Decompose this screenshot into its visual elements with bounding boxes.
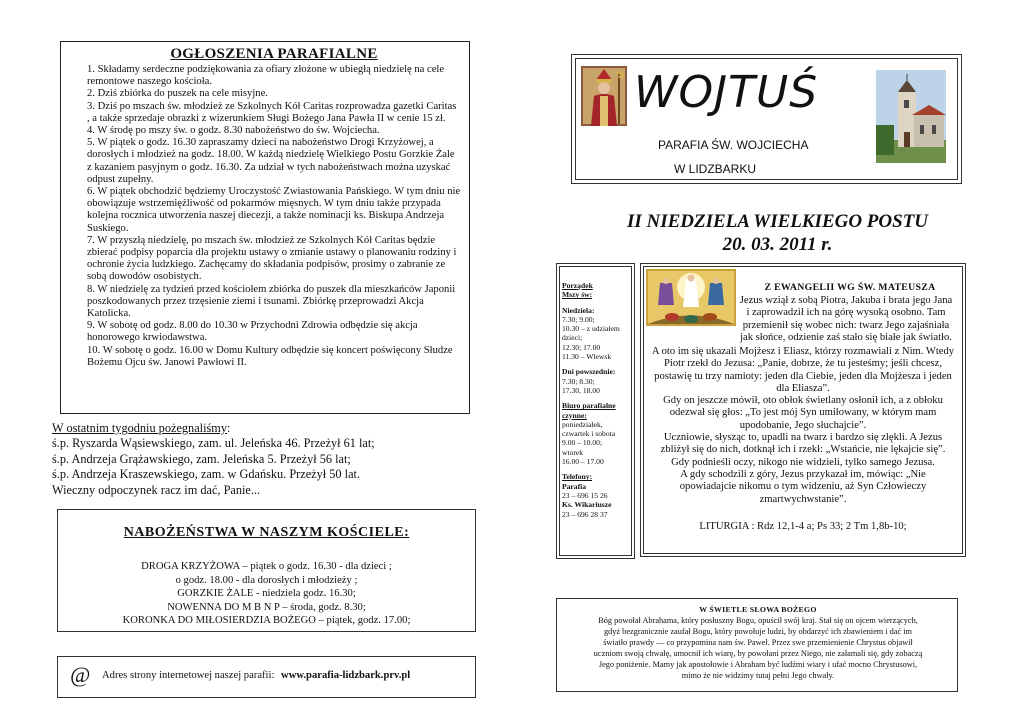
- sunday-name: II NIEDZIELA WIELKIEGO POSTU: [626, 211, 929, 232]
- obituary-line: ś.p. Andrzeja Grążawskiego, zam. Jeleńska 5. Przeżył 56 lat;: [52, 451, 351, 466]
- sunday-heading: [575, 210, 980, 256]
- service-line: GORZKIE ŻALE - niedziela godz. 16.30;: [177, 588, 356, 600]
- gospel-line: odezwał się głos: „To jest mój Syn umiłowany, w którym mam: [669, 407, 937, 419]
- website-box: [57, 656, 476, 698]
- schedule-line: 7.30; 8.30;: [562, 376, 595, 386]
- services-box: [57, 509, 476, 632]
- office-line: czwartek i sobota: [562, 429, 616, 439]
- office-line: 9.00 – 10.00;: [562, 438, 603, 448]
- schedule-line: 17.30, 18.00: [562, 385, 600, 395]
- parish-name: PARAFIA ŚW. WOJCIECHA: [658, 138, 809, 152]
- announcement-item: 10. W sobotę o godz. 16.00 w Domu Kultury odbędzie się koncert poświęcony Słudze Bożemu Ojcu św. Janowi Pawłowi II.: [87, 344, 453, 368]
- gospel-line: jak słońce, odzienie zaś stało się białe jak światło.: [740, 331, 952, 343]
- gospel-line: postawię tu trzy namioty: jeden dla Ciebie, jeden dla Mojżesza i jeden: [654, 370, 952, 382]
- church-photo: [876, 70, 946, 163]
- sunday-label: Niedziela:: [562, 305, 595, 315]
- parish-phone: 23 – 696 15 26: [562, 490, 608, 500]
- website-link[interactable]: www.parafia-lidzbark.prv.pl: [281, 670, 411, 681]
- obituary-heading-colon: :: [226, 421, 231, 435]
- gospel-line: dla Eliasza”.: [776, 382, 830, 394]
- announcements-list: [87, 64, 461, 369]
- vicar-phone: 23 – 696 28 37: [562, 509, 608, 519]
- gospel-text-top: [730, 295, 962, 344]
- obituary-line: Wieczny odpoczynek racz im dać, Panie...: [52, 482, 261, 497]
- obituary-heading: W ostatnim tygodniu pożegnaliśmy: [52, 421, 227, 435]
- gospel-title: Z EWANGELII WG ŚW. MATEUSZA: [764, 282, 936, 293]
- reflection-line: Jego poniżenie. Mamy jak apostołowie i Abraham być ludźmi wiary i ufać mocno Chrystusowi,: [598, 659, 918, 669]
- announcement-item: 3. Dziś po mszach św. młodzież ze Szkolnych Kół Caritas rozprowadza gazetki Caritas , a także sprzedaje obrazki z wizerunkiem Sługi Bożego Jana Pawła II w cenie 15 zł.: [87, 100, 457, 124]
- newsletter-title: WOJTUŚ: [634, 67, 819, 118]
- announcement-item: 1. Składamy serdeczne podziękowania za ofiary złożone w ubiegłą niedzielę na cele remontowe naszego kościoła.: [87, 64, 445, 88]
- services-title: NABOŻEŃSTWA W NASZYM KOŚCIELE:: [123, 525, 410, 540]
- gospel-line: upodobanie, Jego słuchajcie”.: [739, 419, 867, 431]
- announcements-title: OGŁOSZENIA PARAFIALNE: [170, 46, 378, 62]
- announcement-item: 6. W piątek obchodzić będziemy Uroczystość Zwiastowania Pańskiego. W tym dniu nie obowiązuje wstrzemięźliwość od pokarmów mięsnych. W tym dniu także przypada kolejna rocznica utworzenia naszej diecezji, a także nominacji ks. Biskupa Andrzeja Suskiego.: [87, 186, 461, 234]
- reflection-box: [556, 598, 958, 692]
- schedule-box: [556, 263, 635, 559]
- reflection-line: uczniom swoją chwałę, umocnił ich wiarę, by powołani przez Niego, nie załamali się, gdy zobaczą: [593, 648, 923, 658]
- office-heading-2: czynne:: [562, 410, 587, 420]
- mass-schedule-heading: Porządek: [562, 281, 593, 290]
- gospel-line: A gdy schodzili z góry, Jezus przykazał im, mówiąc: „Nie: [680, 468, 926, 480]
- vicar-phone-label: Ks. Wikariusze: [562, 500, 612, 510]
- gospel-line: A oto im się ukazali Mojżesz i Eliasz, którzy rozmawiali z Nim. Wtedy: [651, 346, 955, 357]
- sunday-date: 20. 03. 2011 r.: [722, 234, 833, 255]
- announcement-item: 2. Dziś zbiórka do puszek na cele misyjne.: [87, 88, 268, 100]
- weekday-label: Dni powszednie:: [562, 367, 616, 377]
- gospel-line: Piotr rzekł do Jezusa: „Panie, dobrze, że tu jesteśmy; jeśli chcesz,: [664, 358, 942, 370]
- schedule-line: dzieci;: [562, 333, 583, 343]
- website-label: Adres strony internetowej naszej parafii:: [102, 670, 275, 681]
- announcements-box: [60, 41, 470, 414]
- gospel-line: Jezus wziął z sobą Piotra, Jakuba i brata jego Jana: [739, 295, 953, 306]
- reflection-line: gdyż bezgranicznie zaufał Bogu, który powołuje ludzi, by obdarzyć ich zbawieniem i dać im: [603, 626, 913, 636]
- reflection-line: Bóg powołał Abrahama, który posłuszny Bogu, opuścił swój kraj. Stał się on ojcem wierzących,: [598, 616, 918, 625]
- announcement-item: 5. W piątek o godz. 16.30 zapraszamy dzieci na nabożeństwo Drogi Krzyżowej, a dorosłych i młodzież na godz. 18.00. W każdą niedzielę Wielkiego Postu Gorzkie Żale z kazaniem pasyjnym o godz. 16.30. Za udział w tych nabożeństwach można uzyskać odpust zupełny.: [87, 137, 455, 185]
- office-line: poniedziałek,: [562, 419, 603, 429]
- service-line: o godz. 18.00 - dla dorosłych i młodzieży ;: [175, 574, 358, 586]
- announcement-item: 8. W niedzielę za tydzień przed kościołem zbiórka do puszek dla mieszkańców Japonii poszkodowanych przez trzęsienie ziemi i tsunami. Zbiórkę przeprowadzi Akcja Katolicka.: [87, 283, 456, 320]
- announcement-item: 4. W środę po mszy św. o godz. 8.30 nabożeństwo do św. Wojciecha.: [87, 125, 380, 137]
- office-heading: Biuro parafialne: [562, 401, 616, 411]
- obituary-section: [52, 421, 472, 498]
- gospel-line: Gdy podnieśli oczy, nikogo nie widzieli, tylko samego Jezusa.: [671, 456, 935, 468]
- schedule-line: 11.30 – Wlewsk: [562, 352, 612, 362]
- gospel-line: i zaprowadził ich na górę wysoką osobno. Tam: [746, 307, 946, 319]
- saint-adalbert-image: [581, 66, 627, 126]
- parish-phone-label: Parafia: [562, 481, 587, 491]
- schedule-line: 12.30; 17.00: [562, 342, 601, 352]
- schedule-line: 7.30; 9.00;: [562, 314, 595, 324]
- mass-schedule-heading-2: Mszy św:: [562, 290, 593, 300]
- announcement-item: 9. W sobotę od godz. 8.00 do 10.30 w Przychodni Zdrowia odbędzie się akcja honorowego krwiodawstwa.: [87, 320, 418, 344]
- service-line: DROGA KRZYŻOWA – piątek o godz. 16.30 - dla dzieci ;: [141, 561, 392, 572]
- gospel-line: Gdy on jeszcze mówił, oto obłok świetlany osłonił ich, a z obłoku: [663, 395, 943, 407]
- obituary-line: ś.p. Andrzeja Kraszewskiego, zam. w Gdańsku. Przeżył 50 lat.: [52, 467, 361, 482]
- schedule-line: 10.30 – z udziałem: [562, 324, 620, 334]
- phones-heading: Telefony:: [562, 472, 593, 482]
- gospel-line: zbliżył się do nich, dotknął ich i rzekł: „Wstańcie, nie lękajcie się”.: [660, 444, 946, 456]
- gospel-line: przemienił się wobec nich: twarz Jego zajaśniała: [742, 319, 950, 331]
- obituary-line: ś.p. Ryszarda Wąsiewskiego, zam. ul. Jeleńska 46. Przeżył 61 lat;: [52, 436, 375, 451]
- transfiguration-image: [646, 269, 736, 326]
- gospel-text-body: [642, 346, 964, 506]
- announcement-item: 7. W przyszłą niedzielę, po mszach św. młodzież ze Szkolnych Kół Caritas będzie zbierać podpisy poparcia dla projektu ustawy o zmianie ustawy o planowaniu rodziny i ochronie życia ludzkiego. Zachęcamy do składania podpisów, prosimy o zabranie ze sobą dowodów osobistych.: [87, 234, 457, 283]
- office-line: wtorek: [562, 447, 584, 457]
- parish-town: W LIDZBARKU: [674, 162, 757, 176]
- reflection-title: W ŚWIETLE SŁOWA BOŻEGO: [699, 605, 817, 614]
- at-sign-icon: @: [70, 662, 91, 687]
- gospel-line: zmartwychwstanie”.: [759, 493, 847, 505]
- reflection-line: światło prawdy — co przypomina nam św. Paweł. Przez swe przemienienie Chrystus objawił: [603, 637, 913, 647]
- gospel-line: opowiadajcie nikomu o tym widzeniu, aż Syn Człowieczy: [679, 481, 927, 493]
- gospel-line: Uczniowie, słysząc to, upadli na twarz i bardzo się zlękli. A Jezus: [663, 432, 943, 444]
- service-line: KORONKA DO MIŁOSIERDZIA BOŻEGO – piątek, godz. 17.00;: [122, 615, 411, 627]
- service-line: NOWENNA DO M B N P – środa, godz. 8.30;: [167, 601, 366, 613]
- reflection-line: mimo że nie widzimy tutaj pełni Jego chwały.: [681, 670, 835, 680]
- liturgy-readings: LITURGIA : Rdz 12,1-4 a; Ps 33; 2 Tm 1,8b-10;: [699, 521, 907, 532]
- office-line: 16.00 – 17.00: [562, 457, 604, 467]
